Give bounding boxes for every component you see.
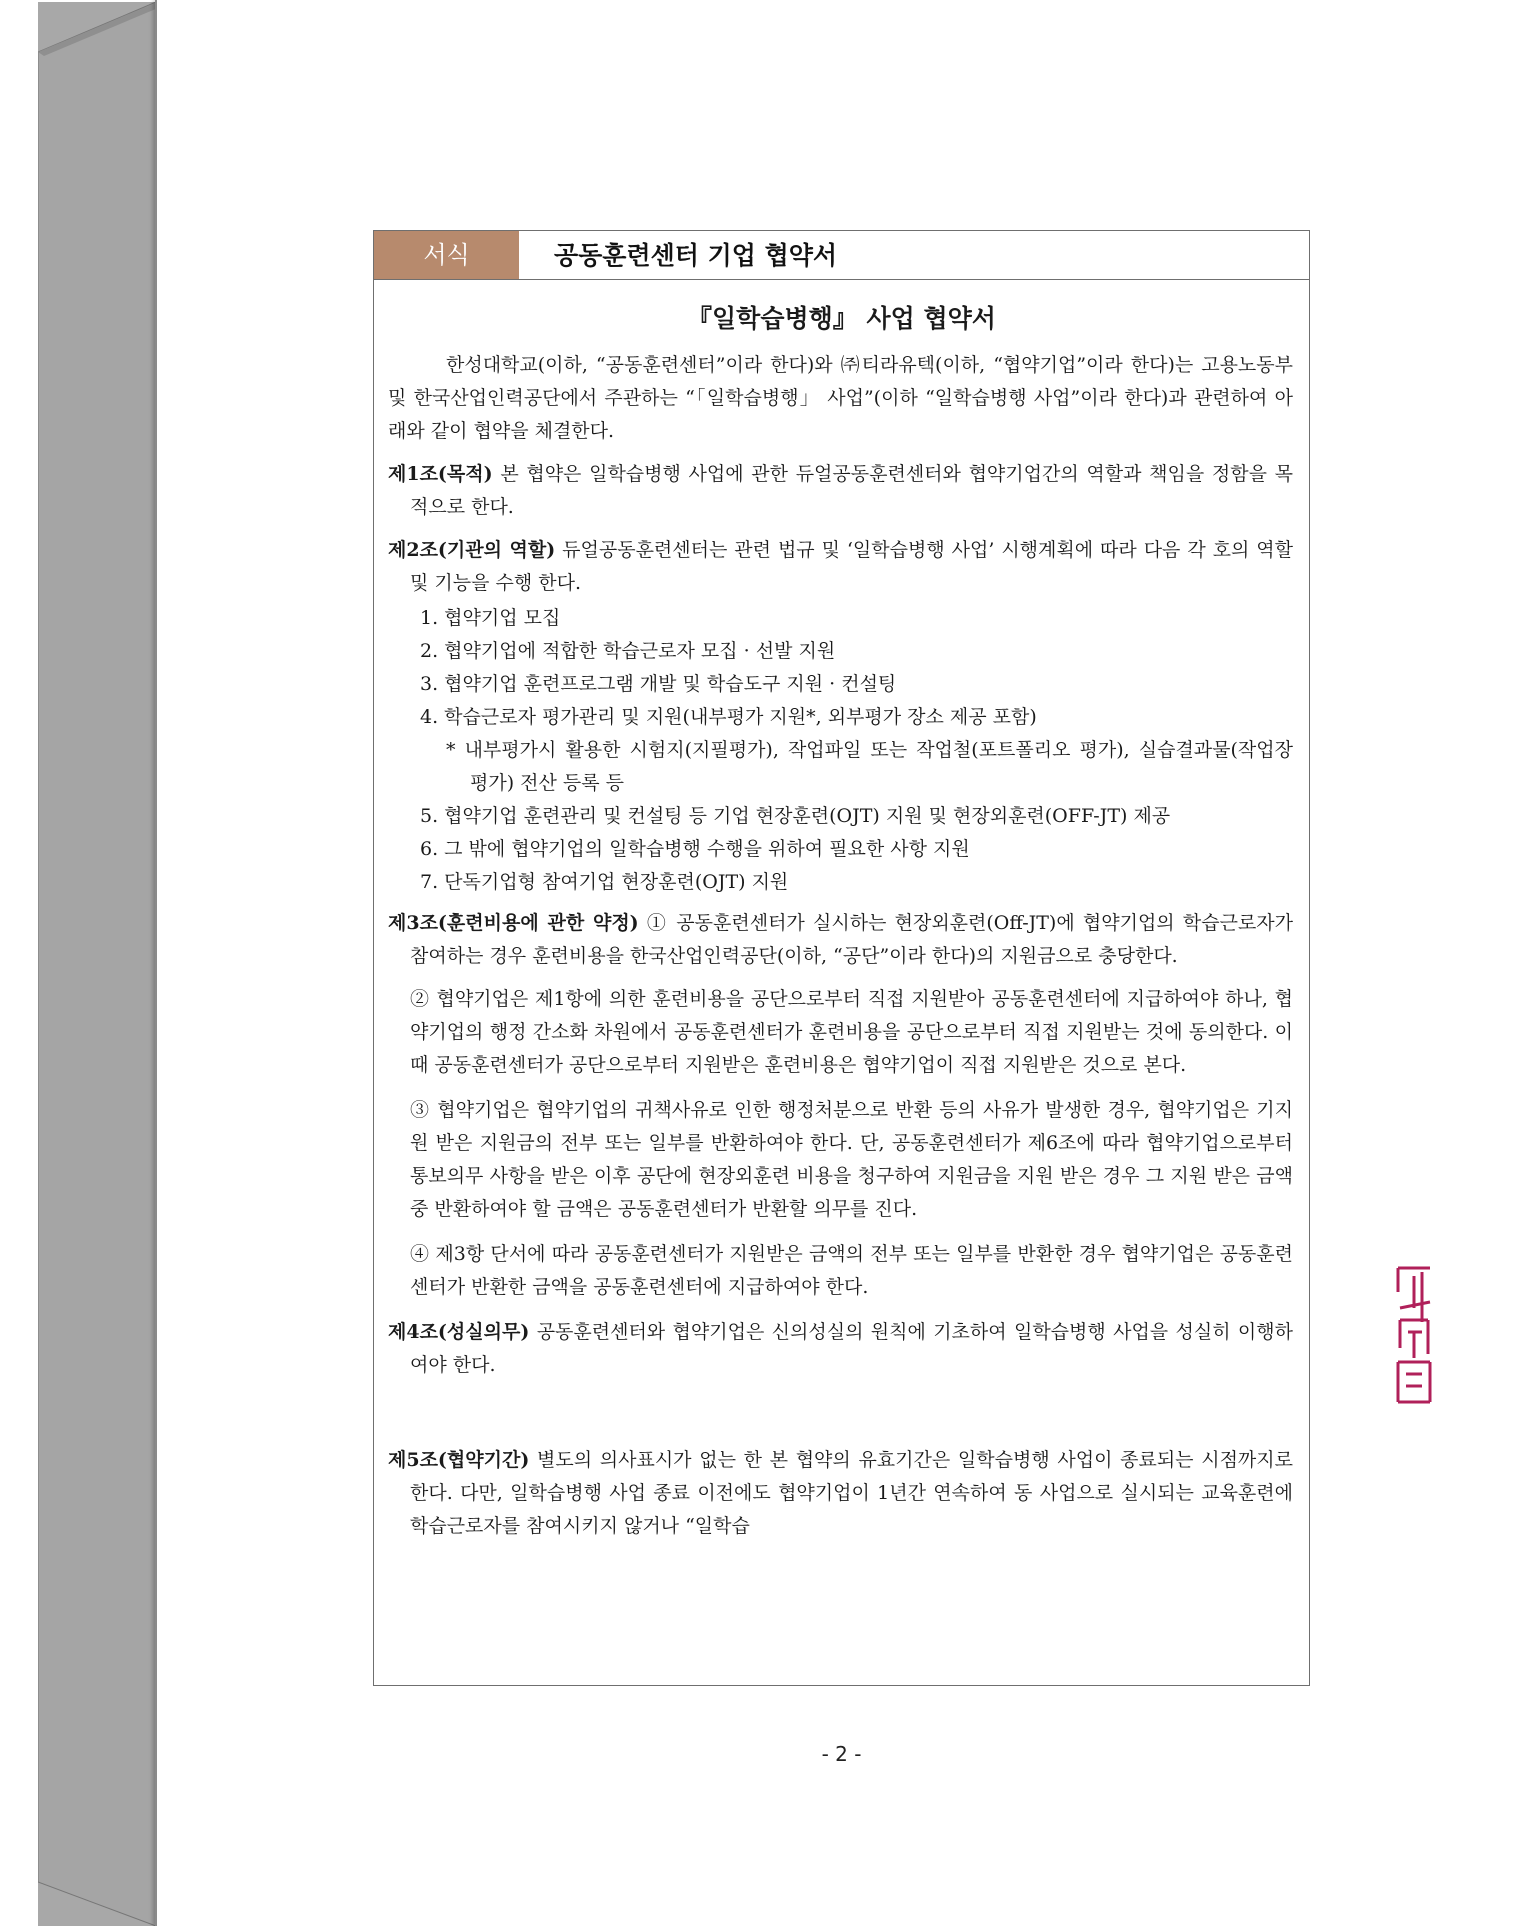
article-3 [388, 907, 1293, 973]
article-2-label: 제2조(기관의 역할) [388, 539, 556, 561]
article-2 [388, 534, 1293, 600]
article-2-note: * 내부평가시 활용한 시험지(지필평가), 작업파일 또는 작업철(포트폴리오 평가), 실습결과물(작업장 평가) 전산 등록 등 [446, 739, 1293, 794]
document-body [388, 349, 1293, 1553]
article-5 [388, 1444, 1293, 1543]
form-header [374, 231, 1309, 280]
article-1-text: 본 협약은 일학습병행 사업에 관한 듀얼공동훈련센터와 협약기업간의 역할과 책임을 정함을 목적으로 한다. [410, 463, 1293, 518]
form-tag: 서식 [374, 231, 519, 279]
article-3-clause-3: ③ 협약기업은 협약기업의 귀책사유로 인한 행정처분으로 반환 등의 사유가 발생한 경우, 협약기업은 기지원 받은 지원금의 전부 또는 일부를 반환하여야 한다. 단, 공동훈련센터가 제6조에 따라 협약기업으로부터 통보의무 사항을 받은 이후 공단에 현장외훈련 비용을 청구하여 지원금을 지원 받은 경우 그 지원 받은 금액 중 반환하여야 할 금액은 공동훈련센터가 반환할 의무를 진다. [410, 1099, 1293, 1220]
article-1-label: 제1조(목적) [388, 463, 493, 485]
article-1 [388, 458, 1293, 524]
page-stack-edge [38, 2, 158, 1926]
list-item: 7. 단독기업형 참여기업 현장훈련(OJT) 지원 [420, 871, 789, 893]
seal-stamp-icon [1392, 1262, 1436, 1410]
article-3-clause-4: ④ 제3항 단서에 따라 공동훈련센터가 지원받은 금액의 전부 또는 일부를 반환한 경우 협약기업은 공동훈련센터가 반환한 금액을 공동훈련센터에 지급하여야 한다. [410, 1243, 1293, 1298]
form-title: 공동훈련센터 기업 협약서 [554, 241, 838, 270]
article-4-text: 공동훈련센터와 협약기업은 신의성실의 원칙에 기초하여 일학습병행 사업을 성실히 이행하여야 한다. [410, 1321, 1293, 1376]
article-3-clause-2: ② 협약기업은 제1항에 의한 훈련비용을 공단으로부터 직접 지원받아 공동훈련센터에 지급하여야 하나, 협약기업의 행정 간소화 차원에서 공동훈련센터가 훈련비용을 공단으로부터 직접 지원받는 것에 동의한다. 이 때 공동훈련센터가 공단으로부터 지원받은 훈련비용은 협약기업이 직접 지원받은 것으로 본다. [410, 988, 1293, 1076]
article-4 [388, 1316, 1293, 1382]
list-item: 6. 그 밖에 협약기업의 일학습병행 수행을 위하여 필요한 사항 지원 [420, 838, 970, 860]
article-5-label: 제5조(협약기간) [388, 1449, 530, 1471]
article-3-clause-1: ① 공동훈련센터가 실시하는 현장외훈련(Off-JT)에 협약기업의 학습근로자가 참여하는 경우 훈련비용을 한국산업인력공단(이하, “공단”이라 한다)의 지원금으로 충당한다. [410, 912, 1294, 967]
agreement-form [373, 230, 1310, 1686]
list-item: 1. 협약기업 모집 [420, 607, 561, 629]
article-2-list-continued [388, 800, 1293, 899]
page-number: - 2 - [821, 1742, 862, 1766]
article-2-text: 듀얼공동훈련센터는 관련 법규 및 ‘일학습병행 사업’ 시행계획에 따라 다음 각 호의 역할 및 기능을 수행 한다. [410, 539, 1294, 594]
list-item: 4. 학습근로자 평가관리 및 지원(내부평가 지원*, 외부평가 장소 제공 포함) [420, 706, 1037, 728]
list-item: 2. 협약기업에 적합한 학습근로자 모집 · 선발 지원 [420, 640, 836, 662]
document-title: 『일학습병행』 사업 협약서 [687, 304, 996, 333]
article-5-text: 별도의 의사표시가 없는 한 본 협약의 유효기간은 일학습병행 사업이 종료되는 시점까지로 한다. 다만, 일학습병행 사업 종료 이전에도 협약기업이 1년간 연속하여 동 사업으로 실시되는 교육훈련에 학습근로자를 참여시키지 않거나 “일학습 [410, 1449, 1293, 1537]
spacer [388, 1392, 1293, 1444]
list-item: 3. 협약기업 훈련프로그램 개발 및 학습도구 지원 · 컨설팅 [420, 673, 897, 695]
article-3-label: 제3조(훈련비용에 관한 약정) [388, 912, 639, 934]
article-2-list [388, 602, 1293, 734]
list-item: 5. 협약기업 훈련관리 및 컨설팅 등 기업 현장훈련(OJT) 지원 및 현장외훈련(OFF-JT) 제공 [420, 805, 1171, 827]
article-4-label: 제4조(성실의무) [388, 1321, 530, 1343]
intro-paragraph: 한성대학교(이하, “공동훈련센터”이라 한다)와 ㈜티라유텍(이하, “협약기업”이라 한다)는 고용노동부 및 한국산업인력공단에서 주관하는 “「일학습병행」 사업”(이하 “일학습병행 사업”이라 한다)과 관련하여 아래와 같이 협약을 체결한다. [388, 354, 1293, 442]
